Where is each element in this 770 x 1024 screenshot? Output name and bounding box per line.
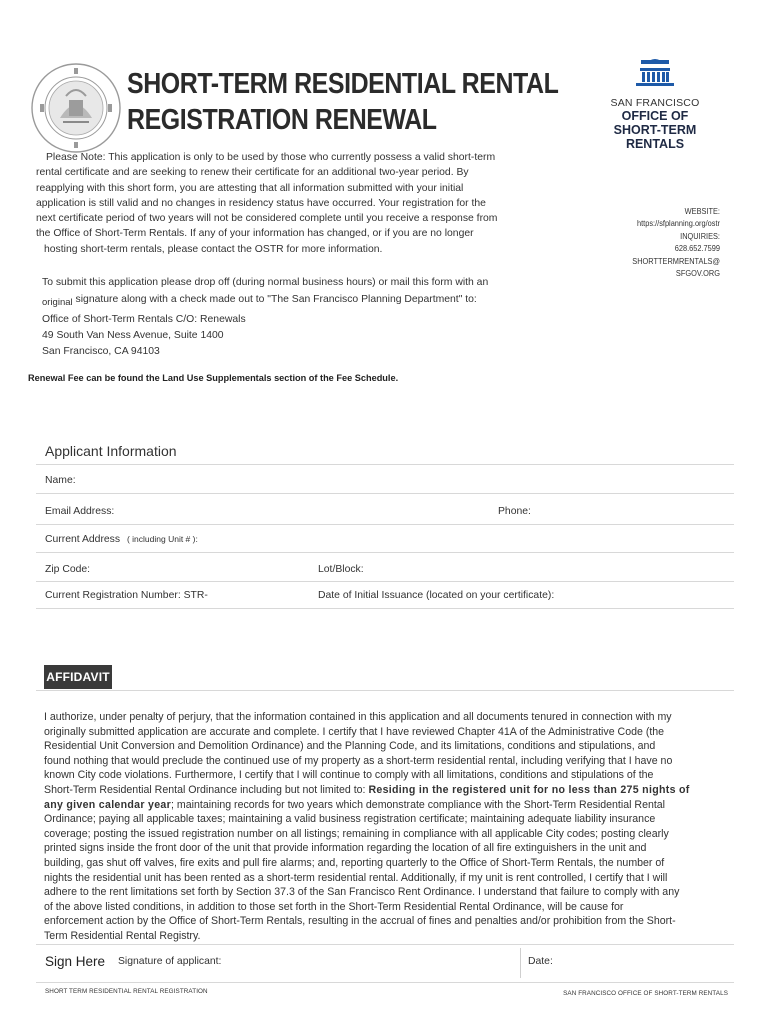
footer-left: SHORT TERM RESIDENTIAL RENTAL REGISTRATION <box>45 988 208 995</box>
affidavit-line: adhere to the rent limitations set forth by Section 37.3 of the San Francisco Rent Ordinance. I understand that failure to comply with any <box>44 886 680 899</box>
affidavit-line: enforcement action by the Office of Short-Term Rentals, resulting in the accrual of fines and penalties and/or prohibition from the Short- <box>44 915 676 928</box>
address-field[interactable] <box>36 552 734 553</box>
logo-office-line-2: SHORT-TERM RENTALS <box>613 123 697 151</box>
footer-right: SAN FRANCISCO OFFICE OF SHORT-TERM RENTALS <box>563 990 728 997</box>
note-line: the Office of Short-Term Rentals. If any of your information has changed, or if you are no longer <box>36 228 474 240</box>
registration-field[interactable] <box>36 608 734 609</box>
affidavit-line-6-bold: Residing in the registered unit for no less than 275 nights of <box>368 783 690 796</box>
divider <box>36 944 734 945</box>
address-hint: ( including Unit # ): <box>126 534 198 544</box>
zip-lotblock-field[interactable] <box>36 581 734 582</box>
name-field[interactable] <box>36 493 734 494</box>
affidavit-line <box>44 783 714 798</box>
mailing-address <box>42 312 246 360</box>
address-field-label <box>45 534 198 545</box>
ostr-logo <box>590 58 720 151</box>
please-note-paragraph <box>36 150 546 257</box>
note-line: Please Note: This application is only to be used by those who currently possess a valid short-term <box>46 152 496 163</box>
affidavit-line: known City code violations. Furthermore, I certify that I will continue to comply with all limitations, conditions and stipulations of the <box>44 769 654 782</box>
phone-number: 628.652.7599 <box>674 243 720 254</box>
sign-here-label: Sign Here <box>45 954 106 969</box>
affidavit-line: coverage; posting the issued registration number on all listings; remaining in compliance with all applicable City codes; posting clearly <box>44 827 669 840</box>
signature-divider <box>520 948 521 978</box>
address-label: Current Address <box>45 534 121 545</box>
date-field[interactable]: Date: <box>528 956 553 967</box>
logo-city-text: SAN FRANCISCO <box>610 97 700 109</box>
affidavit-line: of the above listed conditions, in addition to those set forth in the Short-Term Residential Rental Ordinance, will be cause for <box>44 900 624 913</box>
affidavit-text <box>44 710 714 944</box>
address-line: Office of Short-Term Rentals C/O: Renewals <box>42 314 246 325</box>
email-phone-field[interactable] <box>36 524 734 525</box>
divider <box>36 464 734 465</box>
divider <box>36 982 734 983</box>
affidavit-line: building, gas shut off valves, fire exits and pull fire alarms; and, reporting quarterly to the Office of Short-Term Rentals, the number of <box>44 856 665 869</box>
affidavit-line: Ordinance; paying all applicable taxes; maintaining a valid business registration certificate; maintaining adequate liability insurance <box>44 813 656 826</box>
email-field-label: Email Address: <box>45 506 115 517</box>
affidavit-line-7-text: ; maintaining records for two years which demonstrate compliance with the Short-Term Residential Rental <box>171 798 666 811</box>
issuance-date-label: Date of Initial Issuance (located on your certificate): <box>318 590 555 601</box>
lotblock-field-label: Lot/Block: <box>318 564 364 575</box>
logo-office-line-1: OFFICE OF <box>621 109 689 123</box>
divider <box>36 690 734 691</box>
registration-number-label: Current Registration Number: STR- <box>45 590 208 601</box>
form-title-line-2: REGISTRATION RENEWAL <box>127 104 437 136</box>
affidavit-line: found nothing that would preclude the continued use of my property as a short-term residential rental, including verifying that I have no <box>44 754 673 767</box>
email-line-2[interactable]: SFGOV.ORG <box>675 268 720 279</box>
form-title-line-1: SHORT-TERM RESIDENTIAL RENTAL <box>127 68 559 100</box>
note-line: hosting short-term rentals, please contact the OSTR for more information. <box>44 243 383 255</box>
affidavit-line: nights the residential unit has been rented as a short-term residential rental. Additionally, if my unit is rent controlled, I certify that I will <box>44 871 668 884</box>
submit-line-2: signature along with a check made out to "The San Francisco Planning Department" to: <box>75 294 477 305</box>
note-line: application is still valid and no changes in residency status have occurred. Your registration for the <box>36 197 486 209</box>
address-line: 49 South Van Ness Avenue, Suite 1400 <box>42 330 224 341</box>
affidavit-line: originally submitted application are accurate and complete. I certify that I have reviewed Chapter 41A of the Administrative Code (the <box>44 725 665 738</box>
website-link[interactable]: https://sfplanning.org/ostr <box>637 218 720 229</box>
email-line-1[interactable]: SHORTTERMRENTALS@ <box>632 255 720 266</box>
note-line: next certificate period of two years will not be considered complete until you receive a response from <box>36 213 498 225</box>
affidavit-line <box>44 798 714 813</box>
affidavit-line: I authorize, under penalty of perjury, that the information contained in this application and all documents tenured in connection with my <box>44 711 672 723</box>
zip-field-label: Zip Code: <box>45 564 91 575</box>
contact-sidebar <box>632 205 720 279</box>
inquiries-label: INQUIRIES: <box>680 230 720 241</box>
submit-instructions <box>42 275 562 307</box>
city-hall-icon <box>590 58 720 90</box>
submit-line-1: To submit this application please drop off (during normal business hours) or mail this form with an <box>42 277 489 288</box>
website-label: WEBSITE: <box>684 206 720 216</box>
name-field-label: Name: <box>45 475 76 486</box>
affidavit-line-7-bold: any given calendar year <box>44 798 172 811</box>
affidavit-tab: AFFIDAVIT <box>44 665 112 689</box>
note-line: reapplying with this short form, you are attesting that all information submitted with your initial <box>36 182 464 194</box>
city-seal-logo <box>30 62 122 154</box>
address-line: San Francisco, CA 94103 <box>42 346 160 357</box>
affidavit-line: printed signs inside the front door of the unit that provide information regarding the location of all fire extinguishers in the unit and <box>44 842 647 855</box>
affidavit-line-6-text: Short-Term Residential Rental Ordinance including but not limited to: <box>44 783 369 796</box>
form-title <box>127 66 558 138</box>
phone-field-label: Phone: <box>498 506 531 517</box>
submit-original-word: original <box>42 297 73 308</box>
affidavit-line: Residential Unit Conversion and Demolition Ordinance) and the Planning Code, and its limitations, conditions and stipulations, and <box>44 740 656 753</box>
note-line: rental certificate and are seeking to renew their certificate for an additional two-year period. By <box>36 167 469 179</box>
signature-field[interactable]: Signature of applicant: <box>118 956 222 967</box>
applicant-info-heading: Applicant Information <box>45 443 177 459</box>
affidavit-line: Term Residential Rental Registry. <box>44 929 201 942</box>
fee-note: Renewal Fee can be found the Land Use Supplementals section of the Fee Schedule. <box>28 373 399 383</box>
